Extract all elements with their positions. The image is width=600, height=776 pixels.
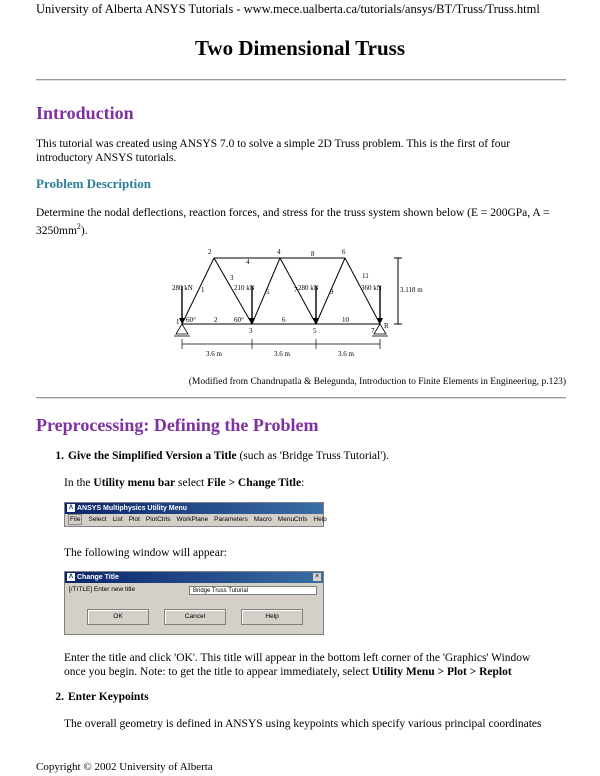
member-label-2: 2 [214,316,218,324]
dim-label-3: 3.6 m [338,350,354,358]
member-label-3: 3 [230,274,234,282]
footer-copyright: Copyright © 2002 University of Alberta [36,761,213,773]
member-label-1: 1 [201,286,205,294]
menu-select[interactable]: Select [88,516,107,523]
step-1-instruction: In the Utility menu bar select File > Change Title: [64,477,305,489]
step-2-title: 2. Enter Keypoints [55,691,149,703]
title-input[interactable]: Bridge Truss Tutorial [189,586,317,595]
node-label-3: 3 [249,327,253,335]
menu-workplane[interactable]: WorkPlane [176,516,209,523]
dialog-titlebar: Λ Change Title [65,572,323,583]
problem-text: Determine the nodal deflections, reaction forces, and stress for the truss system shown below (E = 200GPa, $A = 3250mm^2$). [36,207,550,237]
problem-heading: Problem Description [36,176,151,191]
menu-plotctrls[interactable]: PlotCtrls [145,516,171,523]
ok-button[interactable]: OK [87,609,149,625]
menu-parameters[interactable]: Parameters [214,516,248,523]
menu-file[interactable]: File [70,516,81,523]
member-label-4: 4 [246,258,250,266]
load-label-4: 360 kN [361,284,382,292]
load-label-3: 280 kN [298,284,319,292]
title-field-label: [/TITLE] Enter new title [69,586,136,593]
node-label-7: 7 [371,327,375,335]
node-label-4: 4 [277,248,281,256]
divider [36,79,566,81]
window-appear-text: The following window will appear: [64,547,227,559]
ansys-logo-icon: Λ [68,505,73,511]
step-1-title: 1. Give the Simplified Version a Title (such as 'Bridge Truss Tutorial'). [55,450,389,462]
menu-help[interactable]: Help [313,516,327,523]
dim-label-1: 3.6 m [206,350,222,358]
dim-label-2: 3.6 m [274,350,290,358]
utility-menu-screenshot [64,502,327,527]
preprocessing-heading: Preprocessing: Defining the Problem [36,415,319,435]
menu-macro[interactable]: Macro [253,516,272,523]
ansys-logo-icon: Λ [68,574,73,580]
member-label-5: 5 [266,288,270,296]
member-label-6: 6 [282,316,286,324]
close-icon[interactable]: × [314,573,320,580]
utility-menu-titlebar: Λ ANSYS Multiphysics Utility Menu [65,503,323,514]
reaction-label: R [384,322,389,330]
height-label: 3.118 m [400,286,423,294]
node-label-2: 2 [208,248,212,256]
node-label-5: 5 [313,327,317,335]
utility-menu-bar [65,514,327,526]
intro-heading: Introduction [36,103,134,123]
menu-plot[interactable]: Plot [128,516,140,523]
member-label-8: 8 [311,250,315,258]
page-title: Two Dimensional Truss [194,36,406,60]
node-label-1: 1 [176,318,180,326]
angle-label-1: 60° [186,316,196,324]
header-url: University of Alberta ANSYS Tutorials - www.mece.ualberta.ca/tutorials/ansys/BT/Truss/Truss.html [36,2,540,16]
node-label-6: 6 [342,248,346,256]
menu-menuctrls[interactable]: MenuCtrls [277,516,308,523]
menu-list[interactable]: List [112,516,123,523]
step-2-text: The overall geometry is defined in ANSYS using keypoints which specify various principal coordinates [64,718,542,730]
intro-text: This tutorial was created using ANSYS 7.0 to solve a simple 2D Truss problem. This is the first of four introductory ANSYS tutorials. [36,138,511,164]
member-label-10: 10 [342,316,349,324]
change-title-dialog [64,571,324,635]
member-label-11: 11 [362,272,369,280]
member-label-9: 9 [330,288,334,296]
divider [36,397,566,399]
truss-figure [170,244,440,362]
figure-caption: (Modified from Chandrupatla & Belegunda, Introduction to Finite Elements in Engineering, p.123) [188,377,566,387]
load-label-1: 280 kN [172,284,193,292]
step-1-after-text: Enter the title and click 'OK'. This title will appear in the bottom left corner of the 'Graphics' Window once you begin. Note: to get the title to appear immediately, select Utility Menu > Plot > Replot [64,652,531,678]
help-button[interactable]: Help [241,609,303,625]
cancel-button[interactable]: Cancel [164,609,226,625]
load-label-2: 210 kN [234,284,255,292]
angle-label-2: 60° [234,316,244,324]
member-label-7: 7 [294,286,298,294]
